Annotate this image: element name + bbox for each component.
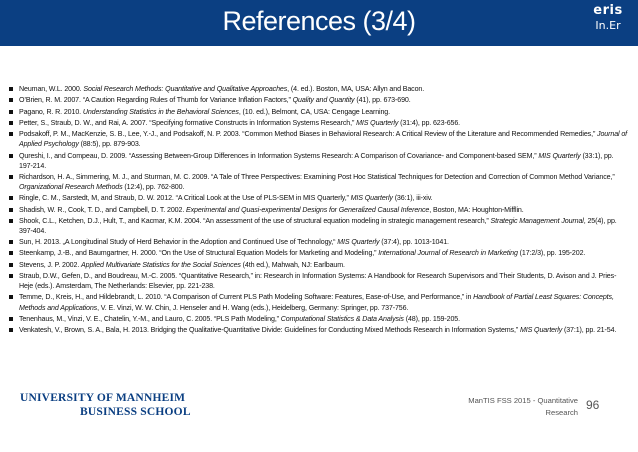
- eris-logo: [588, 4, 628, 31]
- title-bar: [0, 0, 638, 46]
- reference-item: Richardson, H. A., Simmering, M. J., and Sturman, M. C. 2009. “A Tale of Three Perspectives: Examining Post Hoc Statistical Techniques for Detection and Correction of Common Method Variance,” Organizational Research Methods (12:4), pp. 762-800.: [9, 172, 629, 192]
- reference-item: O’Brien, R. M. 2007. “A Caution Regarding Rules of Thumb for Variance Inflation Factors,” Quality and Quantity (41), pp. 673-690.: [9, 95, 629, 105]
- eris-logo-line1: eris: [593, 3, 623, 18]
- university-logo: [20, 393, 191, 418]
- bullet-icon: [9, 219, 13, 223]
- course-label-line1: ManTIS FSS 2015 - Quantitative: [468, 396, 578, 405]
- course-label-line2: Research: [545, 408, 578, 417]
- bullet-icon: [9, 295, 13, 299]
- reference-item: Ringle, C. M., Sarstedt, M, and Straub, D. W. 2012. “A Critical Look at the Use of PLS-SEM in MIS Quarterly,” MIS Quarterly (36:1), iii-xiv.: [9, 193, 629, 203]
- slide-title: References (3/4): [222, 6, 416, 36]
- reference-item: Stevens, J. P. 2002. Applied Multivariate Statistics for the Social Sciences (4th ed.), Mahwah, NJ: Earlbaum.: [9, 260, 629, 270]
- bullet-icon: [9, 175, 13, 179]
- reference-item: Petter, S., Straub, D. W., and Rai, A. 2007. “Specifying formative Constructs in Information Systems Research,” MIS Quarterly (31:4), pp. 623-656.: [9, 118, 629, 128]
- eris-logo-line2: In.Er: [595, 19, 621, 32]
- reference-item: Podsakoff, P. M., MacKenzie, S. B., Lee, Y.-J., and Podsakoff, N. P. 2003. “Common Method Biases in Behavioral Research: A Critical Review of the Literature and Recommended Remedies,” Journal of Applied Psychology (88:5), pp. 879-903.: [9, 129, 629, 149]
- reference-item: Straub, D.W., Gefen, D., and Boudreau, M.-C. 2005. “Quantitative Research,” in: Research in Information Systems: A Handbook for Research Supervisors and Their Students, D. Avison and J. Pries-Heje (eds.). Amsterdam, The Netherlands: Elsevier, pp. 221-238.: [9, 271, 629, 291]
- bullet-icon: [9, 317, 13, 321]
- university-logo-line2: BUSINESS SCHOOL: [80, 405, 191, 418]
- bullet-icon: [9, 196, 13, 200]
- reference-item: Tenenhaus, M., Vinzi, V. E., Chatelin, Y.-M., and Lauro, C. 2005. “PLS Path Modeling,” Computational Statistics & Data Analysis (48), pp. 159-205.: [9, 314, 629, 324]
- bullet-icon: [9, 328, 13, 332]
- bullet-icon: [9, 263, 13, 267]
- bullet-icon: [9, 121, 13, 125]
- university-logo-line1: UNIVERSITY OF MANNHEIM: [20, 392, 186, 404]
- bullet-icon: [9, 154, 13, 158]
- bullet-icon: [9, 240, 13, 244]
- course-label: [460, 395, 578, 419]
- reference-item: Pagano, R. R. 2010. Understanding Statistics in the Behavioral Sciences, (10. ed.), Belmont, CA, USA: Cengage Learning.: [9, 107, 629, 117]
- bullet-icon: [9, 274, 13, 278]
- bullet-icon: [9, 87, 13, 91]
- reference-item: Temme, D., Kreis, H., and Hildebrandt, L. 2010. “A Comparison of Current PLS Path Modeling Software: Features, Ease-of-Use, and Performance,” in Handbook of Partial Least Squares: Concepts, Methods and Applications, V. E. Vinzi, W. W. Chin, J. Henseler and H. Wang (eds.), Heidelberg, Germany: Springer, pp. 737-756.: [9, 292, 629, 312]
- reference-item: Shook, C.L., Ketchen, D.J., Hult, T., and Kacmar, K.M. 2004. “An assessment of the use of structural equation modeling in strategic management research,” Strategic Management Journal, 25(4), pp. 397-404.: [9, 216, 629, 236]
- page-number: 96: [586, 398, 600, 412]
- reference-item: Neuman, W.L. 2000. Social Research Methods: Quantitative and Qualitative Approaches, (4. ed.). Boston, MA, USA: Allyn and Bacon.: [9, 84, 629, 94]
- bullet-icon: [9, 98, 13, 102]
- reference-item: Venkatesh, V., Brown, S. A., Bala, H. 2013. Bridging the Qualitative-Quantitative Divide: Guidelines for Conducting Mixed Methods Research in Information Systems,” MIS Quarterly (37:1), pp. 21-54.: [9, 325, 629, 335]
- bullet-icon: [9, 110, 13, 114]
- bullet-icon: [9, 208, 13, 212]
- bullet-icon: [9, 132, 13, 136]
- reference-item: Sun, H. 2013. „A Longitudinal Study of Herd Behavior in the Adoption and Continued Use of Technology,“ MIS Quarterly (37:4), pp. 1013-1041.: [9, 237, 629, 247]
- reference-list: [9, 84, 629, 336]
- reference-item: Qureshi, I., and Compeau, D. 2009. “Assessing Between-Group Differences in Information Systems Research: A Comparison of Covariance- and Component-based SEM,” MIS Quarterly (33:1), pp. 197-214.: [9, 151, 629, 171]
- reference-item: Steenkamp, J.-B., and Baumgartner, H. 2000. “On the Use of Structural Equation Models for Marketing and Modeling,” International Journal of Research in Marketing (17:2/3), pp. 195-202.: [9, 248, 629, 258]
- reference-item: Shadish, W. R., Cook, T. D., and Campbell, D. T. 2002. Experimental and Quasi-experimental Designs for Generalized Causal Inference, Boston, MA: Houghton-Mifflin.: [9, 205, 629, 215]
- bullet-icon: [9, 251, 13, 255]
